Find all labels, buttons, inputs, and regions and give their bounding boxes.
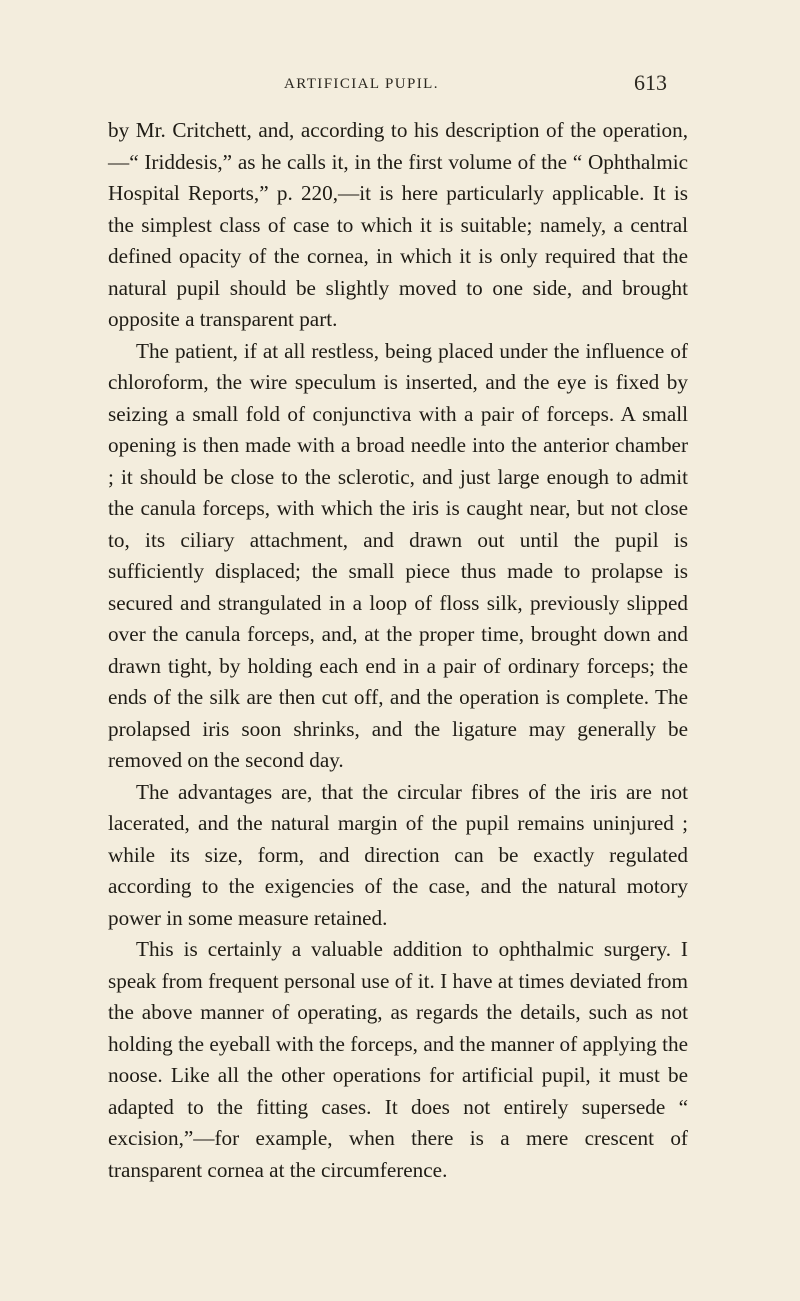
paragraph-1: by Mr. Critchett, and, according to his description of the operation,—“ Iriddesis,” as he calls it, in the first volume of the “ Ophthalmic Hospital Reports,” p. 220,—it is here particularly applicable. It is the simplest class of case to which it is suitable; namely, a central defined opacity of the cornea, in which it is only required that the natural pupil should be slightly moved to one side, and brought opposite a transparent part. <box>108 118 688 331</box>
paragraph-2: The patient, if at all restless, being placed under the influence of chloroform, the wire speculum is inserted, and the eye is fixed by seizing a small fold of conjunctiva with a pair of forceps. A small opening is then made with a broad needle into the anterior chamber ; it should be close to the sclerotic, and just large enough to admit the canula forceps, with which the iris is caught near, but not close to, its ciliary attachment, and drawn out until the pupil is sufficiently displaced; the small piece thus made to prolapse is secured and strangulated in a loop of floss silk, previously slipped over the canula forceps, and, at the proper time, brought down and drawn tight, by holding each end in a pair of ordinary forceps; the ends of the silk are then cut off, and the operation is complete. The prolapsed iris soon shrinks, and the ligature may generally be removed on the second day. <box>108 338 688 772</box>
paragraph-3: The advantages are, that the circular fibres of the iris are not lacerated, and the natural margin of the pupil remains uninjured ; while its size, form, and direction can be exactly regulated according to the exigencies of the case, and the natural motory power in some measure retained. <box>108 779 688 930</box>
body-text <box>108 115 688 1186</box>
page-number: 613 <box>634 70 667 95</box>
paragraph-4: This is certainly a valuable addition to ophthalmic surgery. I speak from frequent personal use of it. I have at times deviated from the above manner of operating, as regards the details, such as not holding the eyeball with the forceps, and the manner of applying the noose. Like all the other operations for artificial pupil, it must be adapted to the fitting cases. It does not entirely supersede “ excision,”—for example, when there is a mere crescent of transparent cornea at the circumference. <box>108 937 688 1182</box>
running-title: ARTIFICIAL PUPIL. <box>284 76 439 92</box>
